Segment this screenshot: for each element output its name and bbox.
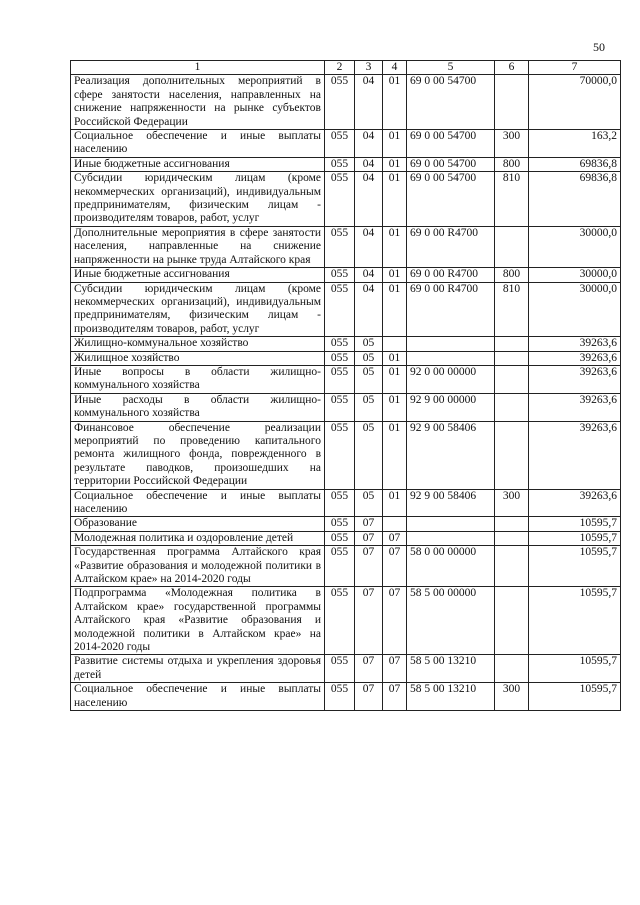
section-code: 07 — [355, 587, 383, 655]
section-code: 05 — [355, 351, 383, 365]
row-name: Образование — [71, 517, 325, 531]
target-article-code: 58 0 00 00000 — [407, 546, 495, 587]
section-code: 07 — [355, 683, 383, 711]
subsection-code: 07 — [383, 587, 407, 655]
table-row — [71, 351, 621, 365]
amount: 39263,6 — [529, 393, 621, 421]
table-row — [71, 337, 621, 351]
page-number: 50 — [593, 40, 605, 54]
header-col-4: 4 — [383, 61, 407, 75]
table-row — [71, 226, 621, 267]
target-article-code — [407, 517, 495, 531]
header-col-6: 6 — [495, 61, 529, 75]
expense-type-code — [495, 365, 529, 393]
subsection-code: 01 — [383, 268, 407, 282]
subsection-code: 01 — [383, 351, 407, 365]
row-name: Финансовое обеспечение реализации мероприятий по проведению капитального ремонта жилищного фонда, поврежденного в результате паводков, произошедших на территории Российской Федерации — [71, 421, 325, 489]
subsection-code: 01 — [383, 226, 407, 267]
admin-code: 055 — [325, 489, 355, 517]
section-code: 07 — [355, 546, 383, 587]
section-code: 04 — [355, 268, 383, 282]
row-name: Иные вопросы в области жилищно-коммунального хозяйства — [71, 365, 325, 393]
admin-code: 055 — [325, 655, 355, 683]
table-row — [71, 75, 621, 130]
admin-code: 055 — [325, 365, 355, 393]
amount: 39263,6 — [529, 365, 621, 393]
row-name: Иные бюджетные ассигнования — [71, 157, 325, 171]
subsection-code: 01 — [383, 172, 407, 227]
header-col-1: 1 — [71, 61, 325, 75]
section-code: 07 — [355, 517, 383, 531]
amount: 10595,7 — [529, 683, 621, 711]
target-article-code: 69 0 00 54700 — [407, 130, 495, 158]
section-code: 05 — [355, 365, 383, 393]
admin-code: 055 — [325, 351, 355, 365]
row-name: Социальное обеспечение и иные выплаты населению — [71, 130, 325, 158]
table-row — [71, 517, 621, 531]
expense-type-code — [495, 587, 529, 655]
table-row — [71, 489, 621, 517]
row-name: Жилищное хозяйство — [71, 351, 325, 365]
subsection-code: 07 — [383, 655, 407, 683]
section-code: 05 — [355, 337, 383, 351]
expense-type-code: 810 — [495, 282, 529, 337]
section-code: 04 — [355, 130, 383, 158]
subsection-code — [383, 337, 407, 351]
table-row — [71, 546, 621, 587]
amount: 39263,6 — [529, 351, 621, 365]
admin-code: 055 — [325, 587, 355, 655]
expense-type-code — [495, 655, 529, 683]
admin-code: 055 — [325, 421, 355, 489]
expense-type-code: 800 — [495, 268, 529, 282]
row-name: Развитие системы отдыха и укрепления здоровья детей — [71, 655, 325, 683]
row-name: Жилищно-коммунальное хозяйство — [71, 337, 325, 351]
amount: 10595,7 — [529, 531, 621, 545]
row-name: Молодежная политика и оздоровление детей — [71, 531, 325, 545]
subsection-code: 07 — [383, 683, 407, 711]
target-article-code: 58 5 00 13210 — [407, 683, 495, 711]
row-name: Реализация дополнительных мероприятий в сфере занятости населения, направленных на снижение напряженности на рынке субъектов Российской Федерации — [71, 75, 325, 130]
admin-code: 055 — [325, 268, 355, 282]
admin-code: 055 — [325, 282, 355, 337]
row-name: Государственная программа Алтайского края «Развитие образования и молодежной политики в Алтайском крае» на 2014-2020 годы — [71, 546, 325, 587]
expense-type-code: 810 — [495, 172, 529, 227]
target-article-code — [407, 337, 495, 351]
amount: 69836,8 — [529, 157, 621, 171]
header-row — [71, 61, 621, 75]
section-code: 04 — [355, 172, 383, 227]
amount: 10595,7 — [529, 587, 621, 655]
subsection-code: 07 — [383, 546, 407, 587]
section-code: 04 — [355, 282, 383, 337]
table-row — [71, 157, 621, 171]
subsection-code — [383, 517, 407, 531]
table-row — [71, 587, 621, 655]
table-row — [71, 683, 621, 711]
amount: 70000,0 — [529, 75, 621, 130]
amount: 30000,0 — [529, 282, 621, 337]
target-article-code: 69 0 00 R4700 — [407, 268, 495, 282]
admin-code: 055 — [325, 172, 355, 227]
target-article-code: 69 0 00 R4700 — [407, 226, 495, 267]
admin-code: 055 — [325, 157, 355, 171]
table-row — [71, 172, 621, 227]
section-code: 04 — [355, 226, 383, 267]
expense-type-code — [495, 75, 529, 130]
amount: 39263,6 — [529, 337, 621, 351]
expense-type-code: 300 — [495, 130, 529, 158]
amount: 39263,6 — [529, 421, 621, 489]
admin-code: 055 — [325, 683, 355, 711]
target-article-code: 58 5 00 13210 — [407, 655, 495, 683]
subsection-code: 01 — [383, 75, 407, 130]
expense-type-code — [495, 531, 529, 545]
admin-code: 055 — [325, 337, 355, 351]
amount: 10595,7 — [529, 546, 621, 587]
target-article-code — [407, 531, 495, 545]
section-code: 07 — [355, 655, 383, 683]
section-code: 05 — [355, 489, 383, 517]
expense-type-code — [495, 351, 529, 365]
admin-code: 055 — [325, 226, 355, 267]
target-article-code: 69 0 00 54700 — [407, 75, 495, 130]
amount: 39263,6 — [529, 489, 621, 517]
header-col-2: 2 — [325, 61, 355, 75]
table-row — [71, 421, 621, 489]
header-col-7: 7 — [529, 61, 621, 75]
target-article-code — [407, 351, 495, 365]
expense-type-code — [495, 337, 529, 351]
expense-type-code — [495, 517, 529, 531]
row-name: Дополнительные мероприятия в сфере занятости населения, направленные на снижение напряженности на рынке труда Алтайского края — [71, 226, 325, 267]
expense-type-code: 300 — [495, 683, 529, 711]
subsection-code: 01 — [383, 365, 407, 393]
amount: 10595,7 — [529, 655, 621, 683]
subsection-code: 01 — [383, 130, 407, 158]
row-name: Социальное обеспечение и иные выплаты населению — [71, 683, 325, 711]
expense-type-code: 300 — [495, 489, 529, 517]
target-article-code: 92 9 00 58406 — [407, 489, 495, 517]
expense-type-code — [495, 226, 529, 267]
target-article-code: 69 0 00 R4700 — [407, 282, 495, 337]
section-code: 04 — [355, 75, 383, 130]
target-article-code: 92 0 00 00000 — [407, 365, 495, 393]
row-name: Субсидии юридическим лицам (кроме некоммерческих организаций), индивидуальным предпринимателям, физическим лицам - производителям товаров, работ, услуг — [71, 282, 325, 337]
row-name: Иные расходы в области жилищно-коммунального хозяйства — [71, 393, 325, 421]
subsection-code: 01 — [383, 489, 407, 517]
admin-code: 055 — [325, 393, 355, 421]
expense-type-code — [495, 546, 529, 587]
target-article-code: 58 5 00 00000 — [407, 587, 495, 655]
row-name: Субсидии юридическим лицам (кроме некоммерческих организаций), индивидуальным предпринимателям, физическим лицам - производителям товаров, работ, услуг — [71, 172, 325, 227]
expense-type-code — [495, 393, 529, 421]
subsection-code: 01 — [383, 157, 407, 171]
table-row — [71, 393, 621, 421]
admin-code: 055 — [325, 130, 355, 158]
admin-code: 055 — [325, 546, 355, 587]
amount: 69836,8 — [529, 172, 621, 227]
amount: 30000,0 — [529, 226, 621, 267]
table-row — [71, 365, 621, 393]
target-article-code: 69 0 00 54700 — [407, 172, 495, 227]
target-article-code: 92 9 00 58406 — [407, 421, 495, 489]
section-code: 05 — [355, 393, 383, 421]
admin-code: 055 — [325, 75, 355, 130]
amount: 163,2 — [529, 130, 621, 158]
budget-table — [70, 60, 621, 711]
target-article-code: 69 0 00 54700 — [407, 157, 495, 171]
section-code: 04 — [355, 157, 383, 171]
row-name: Иные бюджетные ассигнования — [71, 268, 325, 282]
admin-code: 055 — [325, 531, 355, 545]
amount: 10595,7 — [529, 517, 621, 531]
subsection-code: 07 — [383, 531, 407, 545]
table-row — [71, 531, 621, 545]
subsection-code: 01 — [383, 282, 407, 337]
section-code: 05 — [355, 421, 383, 489]
amount: 30000,0 — [529, 268, 621, 282]
section-code: 07 — [355, 531, 383, 545]
table-row — [71, 130, 621, 158]
table-row — [71, 282, 621, 337]
subsection-code: 01 — [383, 421, 407, 489]
header-col-5: 5 — [407, 61, 495, 75]
subsection-code: 01 — [383, 393, 407, 421]
header-col-3: 3 — [355, 61, 383, 75]
admin-code: 055 — [325, 517, 355, 531]
table-row — [71, 268, 621, 282]
table-row — [71, 655, 621, 683]
row-name: Социальное обеспечение и иные выплаты населению — [71, 489, 325, 517]
expense-type-code: 800 — [495, 157, 529, 171]
row-name: Подпрограмма «Молодежная политика в Алтайском крае» государственной программы Алтайского края «Развитие образования и молодежной политики в Алтайском крае» на 2014-2020 годы — [71, 587, 325, 655]
expense-type-code — [495, 421, 529, 489]
target-article-code: 92 9 00 00000 — [407, 393, 495, 421]
